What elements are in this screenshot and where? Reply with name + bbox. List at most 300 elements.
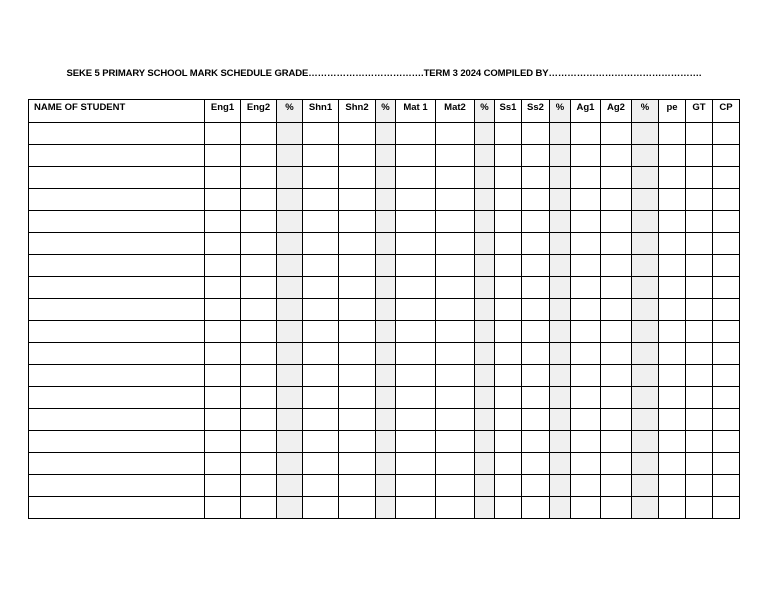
mark-cell [475,167,495,189]
mark-cell [205,475,241,497]
student-name-cell [29,387,205,409]
mark-cell [396,343,436,365]
mark-cell [601,189,632,211]
mark-cell [686,387,713,409]
mark-cell [475,277,495,299]
mark-cell [303,255,339,277]
mark-cell [241,123,277,145]
mark-cell [475,145,495,167]
mark-cell [475,123,495,145]
mark-schedule-table [28,99,740,519]
mark-cell [659,475,686,497]
table-row [29,123,740,145]
column-header: Ag2 [601,100,632,123]
mark-cell [376,189,396,211]
mark-cell [339,475,376,497]
mark-cell [436,453,475,475]
mark-cell [632,277,659,299]
student-name-cell [29,211,205,233]
mark-cell [550,255,571,277]
mark-cell [550,475,571,497]
mark-cell [713,255,740,277]
column-header: % [376,100,396,123]
mark-cell [550,277,571,299]
mark-cell [659,409,686,431]
mark-cell [475,475,495,497]
mark-cell [601,167,632,189]
mark-cell [571,299,601,321]
mark-cell [303,167,339,189]
mark-cell [522,343,550,365]
mark-cell [376,233,396,255]
mark-cell [241,167,277,189]
student-name-cell [29,475,205,497]
mark-cell [339,321,376,343]
mark-cell [632,321,659,343]
column-header: Eng2 [241,100,277,123]
mark-cell [601,497,632,519]
mark-cell [659,145,686,167]
mark-cell [686,123,713,145]
column-header: CP [713,100,740,123]
mark-cell [277,211,303,233]
mark-cell [277,167,303,189]
mark-cell [475,211,495,233]
mark-cell [686,475,713,497]
mark-cell [550,299,571,321]
mark-cell [550,365,571,387]
mark-cell [205,409,241,431]
mark-cell [436,123,475,145]
mark-cell [277,233,303,255]
mark-cell [303,453,339,475]
mark-cell [601,365,632,387]
student-name-cell [29,431,205,453]
mark-cell [659,387,686,409]
mark-cell [303,123,339,145]
column-header: Ag1 [571,100,601,123]
mark-cell [632,497,659,519]
mark-cell [205,167,241,189]
mark-cell [396,387,436,409]
mark-cell [376,255,396,277]
student-name-cell [29,343,205,365]
mark-cell [475,497,495,519]
mark-cell [571,343,601,365]
mark-cell [686,277,713,299]
mark-cell [601,431,632,453]
mark-cell [601,453,632,475]
mark-cell [686,211,713,233]
column-header: % [475,100,495,123]
mark-cell [601,277,632,299]
table-row [29,431,740,453]
mark-cell [522,299,550,321]
mark-cell [376,365,396,387]
mark-cell [303,431,339,453]
mark-cell [339,497,376,519]
mark-cell [713,167,740,189]
mark-cell [686,497,713,519]
mark-cell [713,497,740,519]
mark-cell [632,167,659,189]
mark-cell [303,343,339,365]
mark-cell [522,167,550,189]
table-row [29,321,740,343]
mark-cell [522,255,550,277]
mark-cell [396,145,436,167]
mark-cell [475,299,495,321]
mark-cell [522,497,550,519]
mark-cell [659,123,686,145]
mark-cell [601,387,632,409]
mark-cell [686,453,713,475]
mark-cell [686,299,713,321]
mark-cell [550,123,571,145]
mark-cell [396,299,436,321]
mark-cell [713,299,740,321]
mark-cell [495,123,522,145]
mark-cell [303,189,339,211]
mark-cell [436,321,475,343]
mark-cell [475,453,495,475]
mark-cell [495,409,522,431]
mark-cell [303,387,339,409]
mark-cell [495,453,522,475]
mark-cell [277,189,303,211]
student-name-cell [29,123,205,145]
mark-cell [632,453,659,475]
mark-cell [205,145,241,167]
mark-cell [601,233,632,255]
mark-cell [396,431,436,453]
mark-cell [550,387,571,409]
mark-cell [205,365,241,387]
student-name-cell [29,409,205,431]
mark-cell [376,431,396,453]
table-row [29,409,740,431]
mark-cell [495,475,522,497]
mark-cell [475,233,495,255]
mark-cell [376,387,396,409]
mark-cell [436,277,475,299]
mark-cell [241,365,277,387]
mark-cell [277,497,303,519]
mark-cell [571,497,601,519]
mark-cell [339,189,376,211]
mark-cell [396,365,436,387]
table-row [29,189,740,211]
mark-cell [713,277,740,299]
mark-cell [277,299,303,321]
mark-cell [339,255,376,277]
mark-cell [659,277,686,299]
mark-cell [205,497,241,519]
mark-cell [550,145,571,167]
mark-cell [522,189,550,211]
mark-cell [376,453,396,475]
student-name-cell [29,321,205,343]
column-header: Eng1 [205,100,241,123]
mark-cell [632,475,659,497]
mark-cell [713,409,740,431]
mark-cell [659,255,686,277]
student-name-cell [29,365,205,387]
mark-cell [571,453,601,475]
mark-cell [571,365,601,387]
student-name-cell [29,145,205,167]
mark-cell [277,475,303,497]
mark-cell [436,211,475,233]
mark-cell [339,409,376,431]
mark-cell [241,409,277,431]
mark-cell [339,431,376,453]
mark-cell [713,123,740,145]
mark-cell [339,453,376,475]
student-name-cell [29,167,205,189]
mark-cell [522,321,550,343]
mark-cell [241,343,277,365]
mark-cell [277,123,303,145]
mark-cell [277,255,303,277]
mark-cell [303,233,339,255]
mark-cell [632,409,659,431]
mark-cell [339,365,376,387]
column-header: pe [659,100,686,123]
student-name-cell [29,453,205,475]
mark-cell [205,453,241,475]
mark-cell [241,255,277,277]
mark-cell [571,123,601,145]
mark-cell [396,453,436,475]
mark-cell [396,167,436,189]
mark-cell [396,255,436,277]
mark-cell [522,387,550,409]
mark-cell [376,123,396,145]
table-row [29,299,740,321]
table-row [29,343,740,365]
mark-cell [686,167,713,189]
mark-cell [713,475,740,497]
mark-cell [277,365,303,387]
mark-cell [522,277,550,299]
column-header: Ss2 [522,100,550,123]
mark-cell [601,145,632,167]
mark-cell [713,321,740,343]
mark-cell [550,189,571,211]
mark-cell [571,431,601,453]
mark-cell [686,233,713,255]
mark-cell [436,431,475,453]
mark-cell [376,145,396,167]
column-header: Mat2 [436,100,475,123]
mark-cell [495,299,522,321]
mark-cell [436,343,475,365]
mark-cell [601,255,632,277]
column-header: GT [686,100,713,123]
mark-cell [571,167,601,189]
table-row [29,233,740,255]
column-header-name-of-student: NAME OF STUDENT [29,100,205,123]
student-name-cell [29,299,205,321]
mark-cell [550,321,571,343]
table-body [29,123,740,519]
mark-cell [475,343,495,365]
mark-cell [659,497,686,519]
mark-cell [205,255,241,277]
mark-cell [659,343,686,365]
student-name-cell [29,189,205,211]
mark-cell [241,453,277,475]
mark-cell [436,299,475,321]
mark-cell [571,321,601,343]
mark-cell [436,475,475,497]
mark-cell [550,409,571,431]
mark-cell [659,233,686,255]
mark-cell [376,409,396,431]
mark-cell [571,475,601,497]
mark-cell [339,167,376,189]
mark-cell [659,431,686,453]
mark-cell [436,365,475,387]
mark-cell [303,497,339,519]
mark-cell [339,145,376,167]
mark-cell [475,431,495,453]
mark-cell [495,255,522,277]
mark-cell [277,321,303,343]
mark-cell [659,453,686,475]
mark-cell [277,343,303,365]
mark-cell [303,409,339,431]
mark-cell [495,189,522,211]
mark-cell [632,387,659,409]
mark-cell [495,277,522,299]
mark-cell [601,321,632,343]
mark-cell [659,189,686,211]
mark-cell [522,233,550,255]
column-header: Shn2 [339,100,376,123]
mark-cell [571,387,601,409]
mark-cell [303,365,339,387]
table-row [29,453,740,475]
mark-cell [659,167,686,189]
mark-cell [522,123,550,145]
mark-cell [277,277,303,299]
mark-cell [241,497,277,519]
mark-cell [686,343,713,365]
mark-cell [205,277,241,299]
mark-cell [601,409,632,431]
mark-cell [339,277,376,299]
table-header-row [29,100,740,123]
student-name-cell [29,233,205,255]
mark-cell [686,365,713,387]
mark-cell [241,211,277,233]
mark-cell [601,475,632,497]
mark-cell [396,123,436,145]
mark-cell [713,453,740,475]
table-row [29,277,740,299]
mark-cell [713,431,740,453]
mark-cell [713,387,740,409]
mark-cell [713,211,740,233]
mark-cell [686,255,713,277]
mark-cell [495,167,522,189]
mark-cell [376,211,396,233]
mark-cell [632,365,659,387]
mark-cell [396,189,436,211]
mark-cell [205,233,241,255]
mark-cell [550,497,571,519]
mark-cell [475,321,495,343]
mark-cell [436,497,475,519]
mark-cell [475,189,495,211]
mark-cell [205,387,241,409]
mark-cell [241,431,277,453]
mark-cell [436,167,475,189]
mark-cell [396,321,436,343]
mark-cell [713,233,740,255]
mark-cell [396,497,436,519]
document-title: SEKE 5 PRIMARY SCHOOL MARK SCHEDULE GRADE……………………………….TERM 3 2024 COMPILED BY…………………………………………. [66,68,702,79]
mark-cell [601,211,632,233]
column-header: % [632,100,659,123]
mark-cell [571,255,601,277]
mark-cell [522,365,550,387]
mark-cell [436,409,475,431]
mark-cell [522,475,550,497]
mark-cell [632,343,659,365]
mark-cell [436,189,475,211]
table-row [29,387,740,409]
mark-cell [550,167,571,189]
mark-cell [339,387,376,409]
mark-cell [277,409,303,431]
column-header: Shn1 [303,100,339,123]
mark-cell [713,189,740,211]
mark-cell [475,255,495,277]
mark-cell [522,211,550,233]
mark-cell [205,431,241,453]
mark-cell [659,365,686,387]
mark-cell [475,365,495,387]
mark-cell [686,145,713,167]
mark-cell [241,321,277,343]
column-header: Ss1 [495,100,522,123]
mark-cell [241,387,277,409]
mark-cell [601,299,632,321]
table-row [29,497,740,519]
mark-cell [571,277,601,299]
column-header: % [277,100,303,123]
mark-cell [713,343,740,365]
mark-cell [339,343,376,365]
mark-cell [571,211,601,233]
mark-cell [686,321,713,343]
mark-cell [241,277,277,299]
table-row [29,145,740,167]
mark-cell [495,365,522,387]
mark-cell [396,277,436,299]
mark-cell [632,299,659,321]
mark-cell [713,145,740,167]
mark-cell [495,211,522,233]
mark-cell [550,233,571,255]
mark-cell [241,475,277,497]
mark-cell [632,145,659,167]
mark-cell [632,123,659,145]
mark-cell [376,475,396,497]
